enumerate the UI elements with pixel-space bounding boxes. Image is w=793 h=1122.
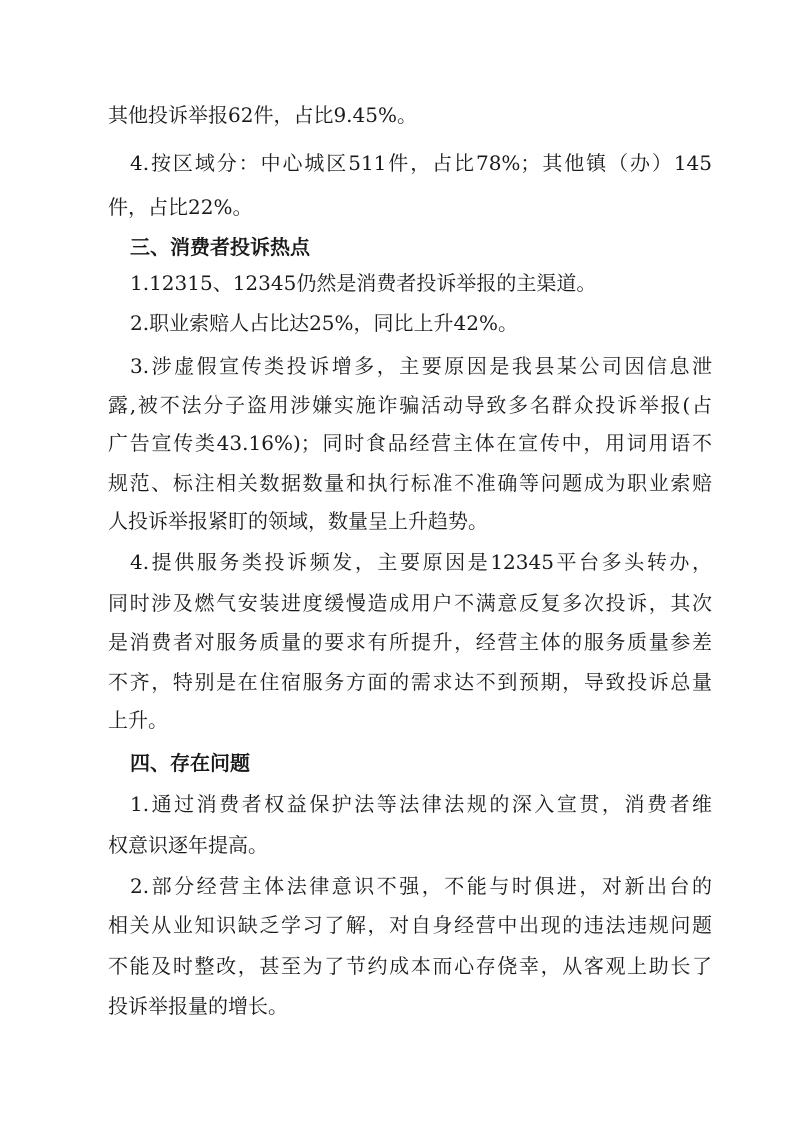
text-line: 同时涉及燃气安装进度缓慢造成用户不满意反复多次投诉，其次	[108, 591, 712, 615]
text-line: 4.按区域分：中心城区511件，占比78%；其他镇（办）145	[130, 151, 712, 175]
text-line: 投诉举报量的增长。	[108, 994, 288, 1018]
text-line: 其他投诉举报62件，占比9.45%。	[108, 103, 417, 127]
text-line: 上升。	[108, 708, 168, 732]
text-line: 4.提供服务类投诉频发，主要原因是12345平台多头转办，	[130, 550, 712, 574]
section-heading: 四、存在问题	[130, 751, 250, 775]
text-line: 露,被不法分子盗用涉嫌实施诈骗活动导致多名群众投诉举报(占	[108, 393, 712, 417]
text-line: 相关从业知识缺乏学习了解，对自身经营中出现的违法违规问题	[108, 913, 712, 937]
text-line: 人投诉举报紧盯的领域，数量呈上升趋势。	[108, 509, 488, 533]
text-line: 2.职业索赔人占比达25%，同比上升42%。	[130, 311, 518, 335]
text-line: 1.通过消费者权益保护法等法律法规的深入宣贯，消费者维	[130, 792, 712, 816]
text-line: 权意识逐年提高。	[108, 833, 268, 857]
text-line: 3.涉虚假宣传类投诉增多，主要原因是我县某公司因信息泄	[130, 354, 712, 378]
text-line: 件，占比22%。	[108, 195, 253, 219]
text-line: 规范、标注相关数据数量和执行标准不准确等问题成为职业索赔	[108, 471, 712, 495]
text-line: 广告宣传类43.16%)；同时食品经营主体在宣传中，用词用语不	[108, 431, 712, 455]
text-line: 不能及时整改，甚至为了节约成本而心存侥幸，从客观上助长了	[108, 954, 712, 978]
section-heading: 三、消费者投诉热点	[130, 235, 310, 259]
text-line: 不齐，特别是在住宿服务方面的需求达不到预期，导致投诉总量	[108, 670, 712, 694]
text-line: 1.12315、12345仍然是消费者投诉举报的主渠道。	[130, 271, 597, 295]
text-line: 2.部分经营主体法律意识不强，不能与时俱进，对新出台的	[130, 874, 712, 898]
text-line: 是消费者对服务质量的要求有所提升，经营主体的服务质量参差	[108, 630, 712, 654]
